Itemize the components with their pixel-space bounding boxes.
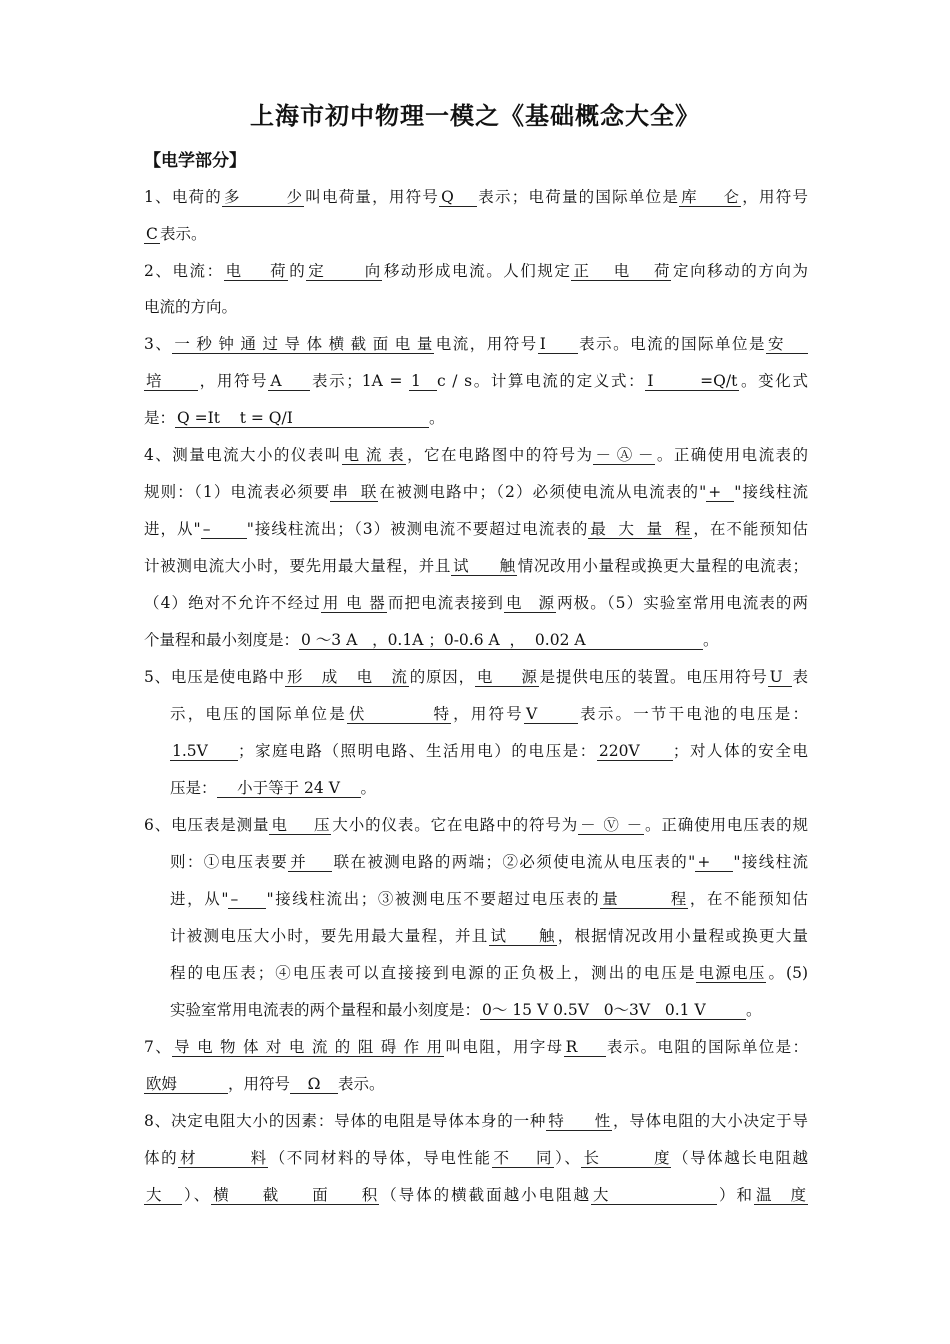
blank: + <box>695 854 733 872</box>
q6-line-6: 实验室常用电流表的两个量程和最小刻度是： 0～ 15 V 0.5V 0～3V 0.1 V 。 <box>170 1001 762 1019</box>
blank: 电流表 <box>343 446 404 464</box>
blank: 材料 <box>180 1149 267 1167</box>
q5-line-3: 1.5V ；家庭电路（照明电路、生活用电）的电压是： 220V ；对人体的安全电 <box>172 742 808 760</box>
blank: V <box>524 706 578 724</box>
blank: 横截面积 <box>213 1186 378 1204</box>
blank: 大 <box>591 1187 717 1205</box>
blank: C <box>144 226 160 244</box>
page-title: 上海市初中物理一模之《基础概念大全》 <box>250 101 700 130</box>
ammeter-symbol: －Ⓐ－ <box>595 446 654 464</box>
blank: I =Q/t <box>647 372 738 390</box>
blank: 长度 <box>583 1149 670 1167</box>
blank: 正电荷 <box>573 262 670 280</box>
q4-line-6: 个量程和最小刻度是： 0 ～3 A ，0.1A ；0-0.6 A ， 0.02 A 。 <box>144 631 719 649</box>
q8-line-1: 8、决定电阻大小的因素：导体的电阻是导体本身的一种 特性 ，导体电阻的大小决定于导 <box>144 1112 808 1130</box>
blank: 不同 <box>493 1149 552 1167</box>
q4-line-5: （4）绝对不允许不经过 用电器 而把电流表接到 电源 两极。（5）实验室常用电流表的两 <box>144 594 808 612</box>
blank: 220V <box>597 743 673 761</box>
blank: 电压 <box>271 816 330 834</box>
blank: 电源电压 <box>698 964 765 982</box>
q3-line-2: 培 ，用符号 A 表示；1A = 1 c / s。计算电流的定义式： I =Q/t 。变化式 <box>146 372 808 390</box>
blank: R <box>564 1039 606 1057</box>
blank: 串联 <box>332 483 377 501</box>
blank: U <box>768 669 792 687</box>
blank: 库仑 <box>681 188 740 206</box>
blank: 0～ 15 V 0.5V 0～3V 0.1 V <box>480 1002 746 1020</box>
q5-line-1: 5、电压是使电路中 形成电流 的原因， 电源 是提供电压的装置。电压用符号 U 表 <box>144 668 808 686</box>
q4-line-4: 计被测电流大小时，要先用最大量程，并且 试触 情况改用小量程或换更大量程的电流表； <box>144 557 808 575</box>
q3-line-1: 3、 一秒钟通过导体横截面电量 电流，用符号 I 表示。电流的国际单位是 安 <box>144 334 808 354</box>
q6-line-2: 则：①电压表要 并 联在被测电路的两端；②必须使电流从电压表的" + "接线柱流 <box>170 853 808 871</box>
q2-line-2: 电流的方向。 <box>144 298 238 316</box>
blank: 最大量程 <box>590 520 691 538</box>
q4-line-1: 4、测量电流大小的仪表叫 电流表 ，它在电路图中的符号为 －Ⓐ－ 。正确使用电流表的 <box>144 446 808 464</box>
blank: 一秒钟通过导体横截面电量 <box>174 335 433 353</box>
blank: 1.5V <box>170 743 238 761</box>
blank: 用电器 <box>322 594 385 612</box>
blank: 电源 <box>506 594 554 612</box>
q4-line-2: 规则：（1）电流表必须要 串联 在被测电路中；（2）必须使电流从电流表的" + "接线柱流 <box>144 483 808 501</box>
blank: 量程 <box>602 890 687 908</box>
section-heading: 【电学部分】 <box>144 151 246 171</box>
blank: 1 <box>409 373 437 391</box>
blank: A <box>268 373 310 391</box>
q5-line-4: 压是： 小于等于 24 V 。 <box>170 779 377 797</box>
q6-line-5: 程的电压表；④电压表可以直接接到电源的正负极上，测出的电压是 电源电压 。(5) <box>170 964 808 982</box>
blank: 欧姆 <box>144 1076 228 1094</box>
q8-line-2: 体的 材料 （不同材料的导体，导电性能 不同 ）、 长度 （导体越长电阻越 <box>144 1149 808 1167</box>
blank: 多少 <box>224 188 303 206</box>
q1-line-1: 1、电荷的 多少 叫电荷量，用符号 Q 表示；电荷量的国际单位是 库仑 ，用符号 <box>144 188 808 206</box>
q7-line-2: 欧姆 ，用符号 Ω 表示。 <box>146 1075 385 1093</box>
blank: Q <box>439 189 477 207</box>
blank: 培 <box>144 373 198 391</box>
blank: 形成电流 <box>286 668 407 686</box>
blank: + <box>706 484 734 502</box>
blank: 0 ～3 A ，0.1A ；0-0.6 A ， 0.02 A <box>299 632 703 650</box>
blank: – <box>201 521 247 539</box>
blank: 电荷 <box>225 262 286 280</box>
blank: 电源 <box>476 668 537 686</box>
blank: 温度 <box>756 1186 806 1204</box>
blank: Ω <box>290 1076 338 1094</box>
blank: 定向 <box>308 262 381 280</box>
blank: 试触 <box>453 557 516 575</box>
blank: – <box>228 891 266 909</box>
q2-line-1: 2、电流： 电荷 的 定向 移动形成电流。人们规定 正电荷 定向移动的方向为 <box>144 262 808 280</box>
q4-line-3: 进，从" – "接线柱流出；（3）被测电流不要超过电流表的 最大量程 ，在不能预知估 <box>144 520 808 538</box>
blank: 小于等于 24 V <box>217 780 361 798</box>
blank: 伏特 <box>348 705 449 723</box>
q8-line-3: 大 ）、 横截面积 （导体的横截面越小电阻越 大 ）和 温度 <box>146 1186 806 1204</box>
q1-line-2: C 表示。 <box>146 225 207 243</box>
blank: 安 <box>766 336 808 354</box>
q5-line-2: 示，电压的国际单位是 伏特 ，用符号 V 表示。一节干电池的电压是： <box>170 705 808 723</box>
blank: Q =It t = Q/I <box>175 410 429 428</box>
q6-line-4: 计被测电压大小时，要先用最大量程，并且 试触 ，根据情况改用小量程或换更大量 <box>170 927 808 945</box>
blank: 大 <box>144 1187 182 1205</box>
q7-line-1: 7、 导电物体对电流的阻碍作用 叫电阻，用字母 R 表示。电阻的国际单位是： <box>144 1038 808 1056</box>
q6-line-3: 进，从" – "接线柱流出；③被测电压不要超过电压表的 量程 ，在不能预知估 <box>170 890 808 908</box>
blank: I <box>538 336 578 354</box>
q3-line-3: 是： Q =It t = Q/I 。 <box>144 409 445 427</box>
voltmeter-symbol: －Ⓥ－ <box>580 816 643 834</box>
blank: 并 <box>288 854 332 872</box>
blank: 导电物体对电流的阻碍作用 <box>174 1038 443 1056</box>
blank: 特性 <box>548 1112 611 1130</box>
blank: 试触 <box>490 927 555 945</box>
q6-line-1: 6、电压表是测量 电压 大小的仪表。它在电路中的符号为 －Ⓥ－ 。正确使用电压表的规 <box>144 816 808 834</box>
